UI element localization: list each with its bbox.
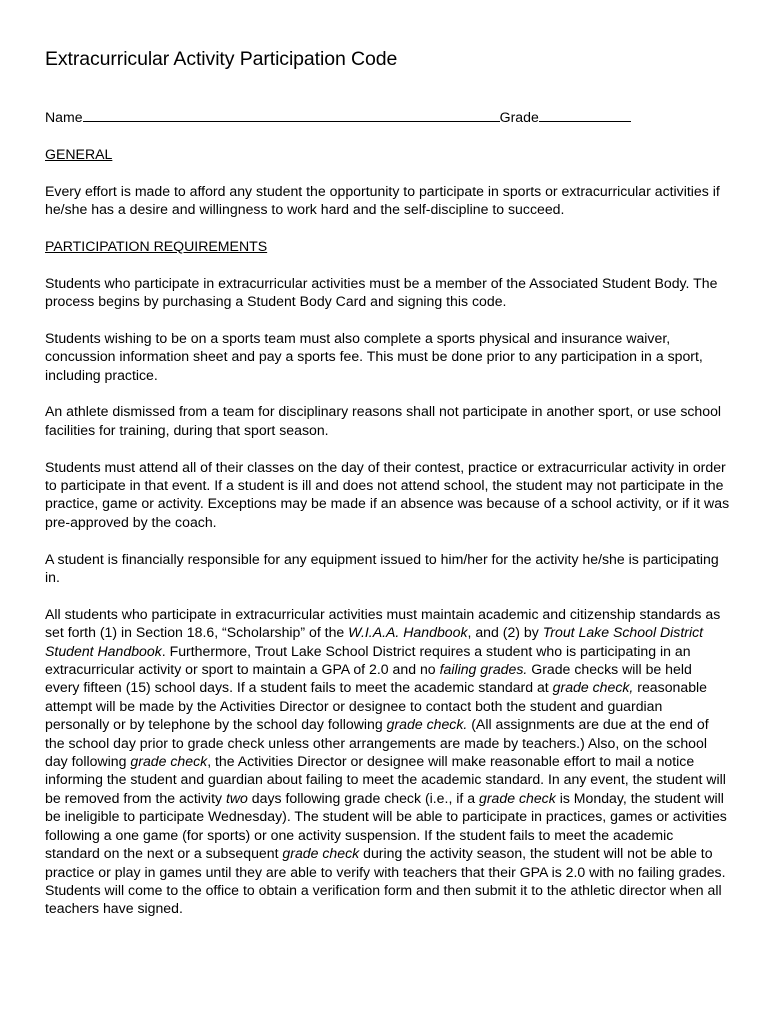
academic-emphasis: grade check <box>479 789 556 806</box>
name-label: Name <box>45 109 83 125</box>
sports-physical-paragraph: Students wishing to be on a sports team must also complete a sports physical and insurance waiver, concussion information sheet and pay a sports fee. This must be done prior to any participation in a sport, including practice. <box>45 329 703 383</box>
academic-text: during the activity season, the student will not be able to practice or play in games until they are able to verify with teachers that their GPA is 2.0 with no failing grades. Students will come to the office to obtain a verification form and then submit it to the athletic director when all teachers have signed. <box>45 845 726 917</box>
document-body <box>45 108 730 936</box>
academic-emphasis: Trout Lake School District Student Handbook <box>45 624 704 659</box>
general-heading: GENERAL <box>45 145 113 162</box>
document-title: Extracurricular Activity Participation Code <box>45 48 398 70</box>
general-paragraph: Every effort is made to afford any student the opportunity to participate in sports or extracurricular activities if he/she has a desire and willingness to work hard and the self-discipline to succeed. <box>45 182 720 217</box>
academic-text: is Monday, the student will be ineligible to participate Wednesday). The student will be able to participate in practices, games or activities following a one game (for sports) or one activity suspension. If the student fails to meet the academic standard on the next or a subsequent <box>45 789 727 862</box>
academic-text: , and (2) by <box>467 624 543 641</box>
academic-text: days following grade check (i.e., if a <box>247 789 479 806</box>
academic-emphasis: two <box>225 789 248 806</box>
academic-emphasis: failing grades. <box>439 661 528 678</box>
academic-text: reasonable attempt will be made by the Activities Director or designee to contact both the student and guardian personally or by telephone by the school day following <box>45 679 708 733</box>
academic-text: Grade checks will be held every fifteen (15) school days. If a student fails to meet the academic standard at <box>45 661 692 696</box>
dismissal-paragraph: An athlete dismissed from a team for disciplinary reasons shall not participate in another sport, or use school facilities for training, during that sport season. <box>45 403 722 438</box>
equipment-paragraph: A student is financially responsible for any equipment issued to him/her for the activity he/she is participating in. <box>45 550 719 586</box>
academic-standards-paragraph <box>45 605 730 918</box>
name-grade-line <box>45 108 730 126</box>
academic-text: , the Activities Director or designee will make reasonable effort to mail a notice informing the student and guardian about failing to meet the academic standard. In any event, the student will be removed from the activity <box>45 753 726 806</box>
name-field[interactable] <box>83 121 500 122</box>
asb-membership-paragraph: Students who participate in extracurricular activities must be a member of the Associated Student Body. The process begins by purchasing a Student Body Card and signing this code. <box>45 274 718 309</box>
academic-emphasis: grade check, <box>552 679 634 696</box>
attendance-paragraph: Students must attend all of their classes on the day of their contest, practice or extracurricular activity in order to participate in that event. If a student is ill and does not attend school, the student may not participate in the practice, game or activity. Exceptions may be made if an absence was because of a school activity, or if it was pre-approved by the coach. <box>45 458 730 530</box>
academic-emphasis: grade check <box>282 845 360 862</box>
grade-label: Grade <box>499 109 539 125</box>
participation-requirements-heading: PARTICIPATION REQUIREMENTS <box>45 237 268 254</box>
academic-text: . Furthermore, Trout Lake School District requires a student who is participating in an extracurricular activity or sport to maintain a GPA of 2.0 and no <box>45 642 691 678</box>
academic-emphasis: W.I.A.A. Handbook <box>348 624 468 641</box>
academic-text: (All assignments are due at the end of the school day prior to grade check unless other arrangements are made by teachers.) Also, on the school day following <box>45 716 709 770</box>
academic-text: All students who participate in extracurricular activities must maintain academic and citizenship standards as set forth (1) in Section 18.6, “Scholarship” of the <box>45 605 721 641</box>
academic-emphasis: grade check <box>130 753 208 770</box>
grade-field[interactable] <box>539 121 631 122</box>
academic-emphasis: grade check. <box>386 716 468 733</box>
